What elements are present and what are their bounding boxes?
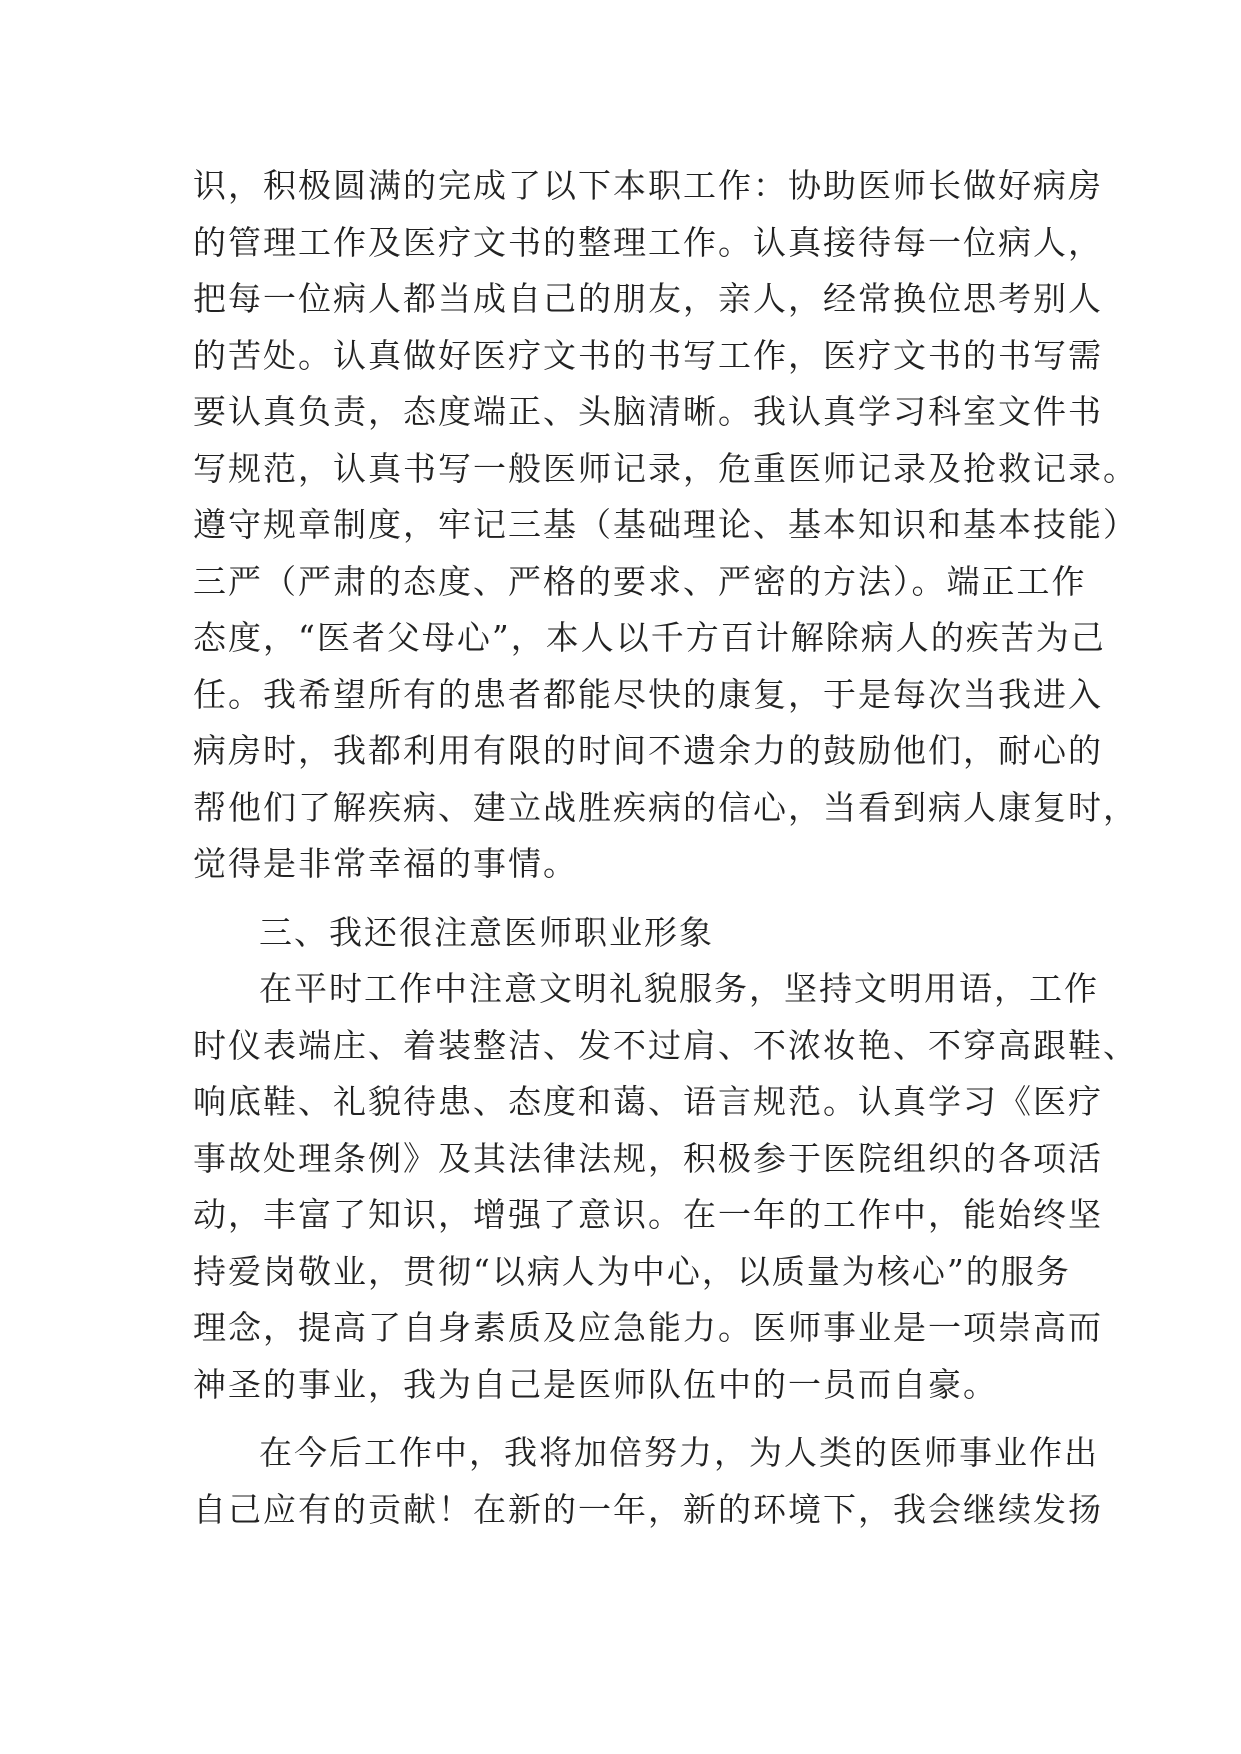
paragraph-line: 要认真负责，态度端正、头脑清晰。我认真学习科室文件书: [193, 392, 1103, 431]
paragraph-line: 把每一位病人都当成自己的朋友，亲人，经常换位思考别人: [193, 279, 1103, 318]
paragraph-line: 遵守规章制度，牢记三基（基础理论、基本知识和基本技能）: [193, 505, 1138, 544]
paragraph-line: 动，丰富了知识，增强了意识。在一年的工作中，能始终坚: [193, 1195, 1103, 1234]
paragraph-line: 写规范，认真书写一般医师记录，危重医师记录及抢救记录。: [193, 448, 1138, 488]
paragraph-line: 的管理工作及医疗文书的整理工作。认真接待每一位病人，: [193, 222, 1103, 262]
paragraph-line: 自己应有的贡献！在新的一年，新的环境下，我会继续发扬: [193, 1489, 1103, 1529]
section-heading: 三、我还很注意医师职业形象: [259, 912, 714, 952]
paragraph-line: 时仪表端庄、着装整洁、发不过肩、不浓妆艳、不穿高跟鞋、: [193, 1025, 1138, 1065]
paragraph-line: 识，积极圆满的完成了以下本职工作：协助医师长做好病房: [193, 166, 1103, 205]
paragraph-line: 三严（严肃的态度、严格的要求、严密的方法）。端正工作: [193, 561, 1087, 601]
paragraph-line: 理念，提高了自身素质及应急能力。医师事业是一项崇高而: [193, 1308, 1103, 1347]
paragraph-line: 病房时，我都利用有限的时间不遗余力的鼓励他们，耐心的: [193, 731, 1103, 770]
paragraph-line: 态度，“医者父母心”，本人以千方百计解除病人的疾苦为己: [193, 618, 1106, 657]
paragraph-line: 响底鞋、礼貌待患、态度和蔼、语言规范。认真学习《医疗: [193, 1082, 1103, 1121]
paragraph-line: 事故处理条例》及其法律法规，积极参于医院组织的各项活: [193, 1138, 1103, 1178]
paragraph-line: 神圣的事业，我为自己是医师队伍中的一员而自豪。: [193, 1364, 998, 1404]
paragraph-line: 在今后工作中，我将加倍努力，为人类的医师事业作出: [259, 1433, 1099, 1472]
paragraph-line: 觉得是非常幸福的事情。: [193, 844, 578, 883]
paragraph-line: 帮他们了解疾病、建立战胜疾病的信心，当看到病人康复时，: [193, 787, 1138, 827]
paragraph-line: 在平时工作中注意文明礼貌服务，坚持文明用语，工作: [259, 969, 1099, 1008]
paragraph-line: 的苦处。认真做好医疗文书的书写工作，医疗文书的书写需: [193, 335, 1103, 375]
document-body: [193, 158, 1138, 1538]
paragraph-line: 持爱岗敬业，贯彻“以病人为中心，以质量为核心”的服务: [193, 1251, 1071, 1291]
paragraph-line: 任。我希望所有的患者都能尽快的康复，于是每次当我进入: [193, 674, 1103, 714]
